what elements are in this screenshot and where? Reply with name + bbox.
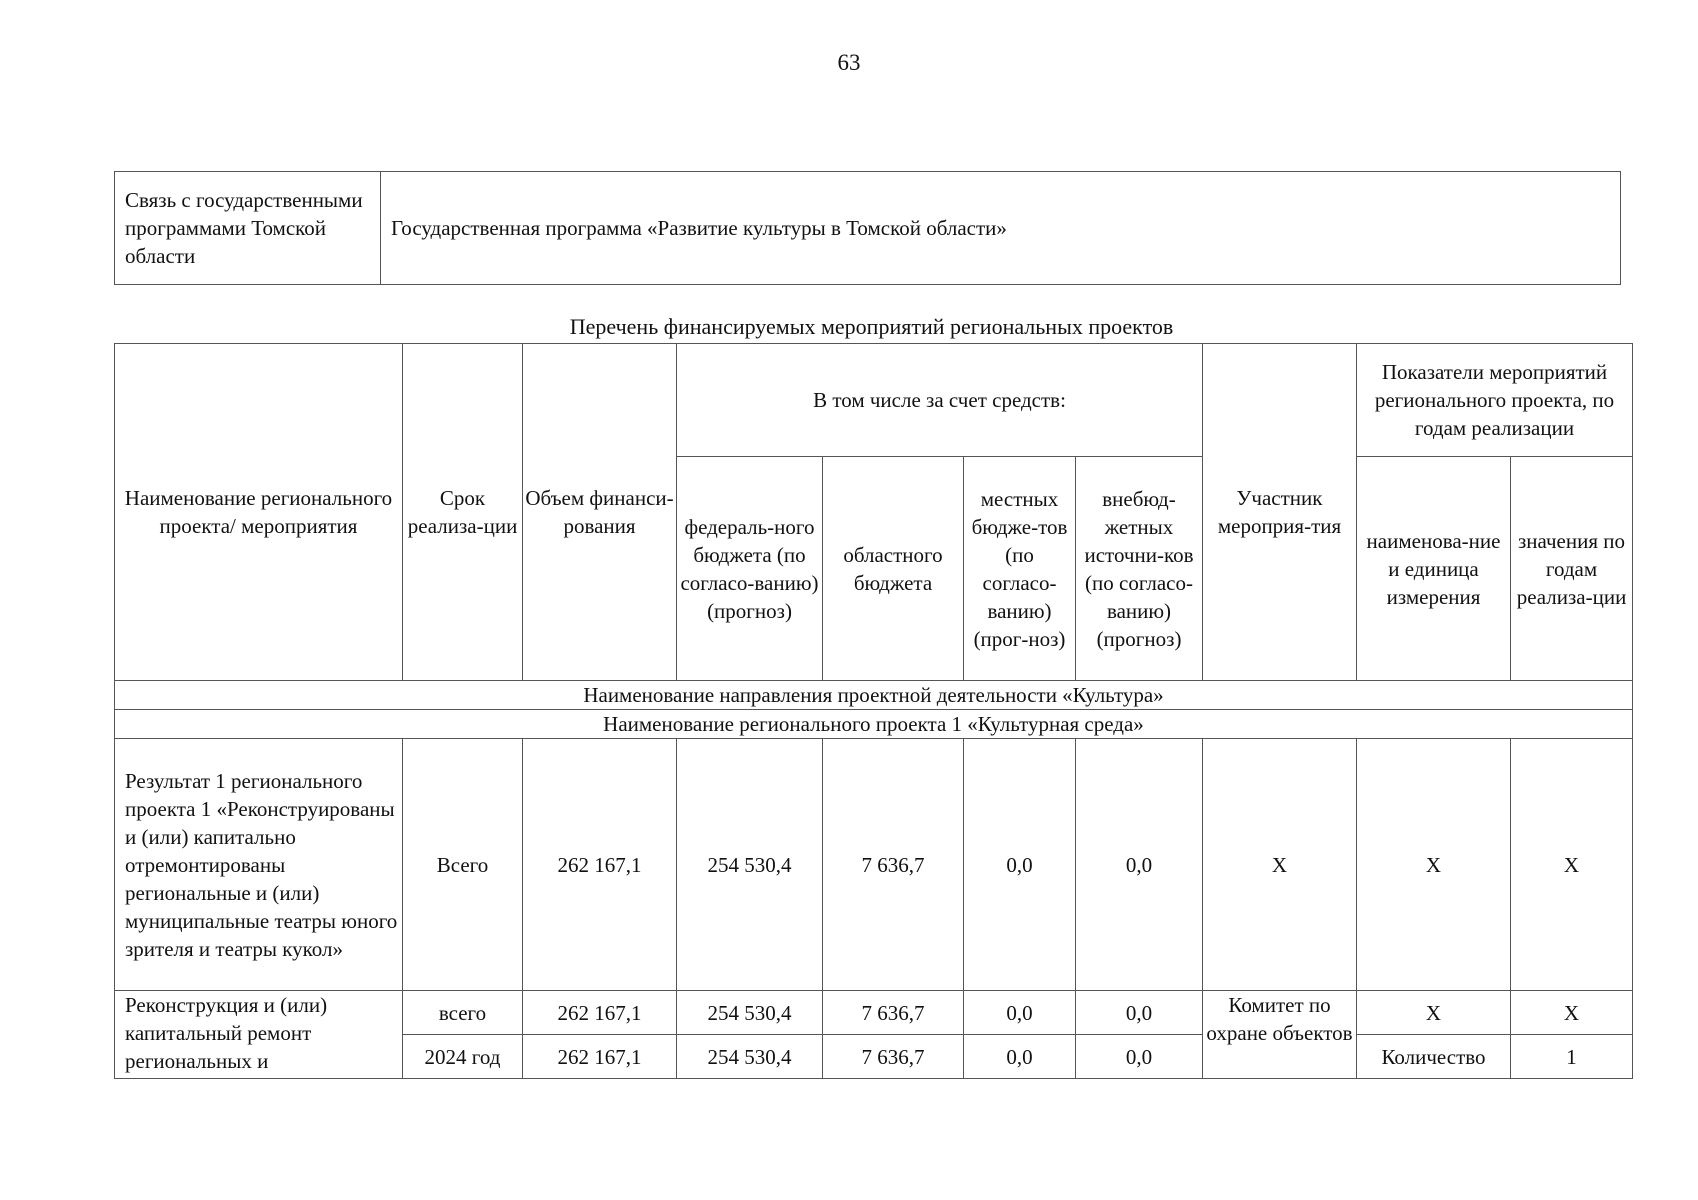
direction-row: Наименование направления проектной деятельности «Культура»	[115, 681, 1633, 710]
project-row: Наименование регионального проекта 1 «Культурная среда»	[115, 710, 1633, 739]
result-indicator-values: Х	[1511, 739, 1633, 991]
activity-local: 0,0	[964, 1035, 1076, 1079]
result-extra: 0,0	[1076, 739, 1203, 991]
result-federal: 254 530,4	[677, 739, 823, 991]
result-participant: Х	[1203, 739, 1357, 991]
result-indicator-name: Х	[1357, 739, 1511, 991]
activity-indicator-values: Х	[1511, 991, 1633, 1035]
table-row	[115, 991, 1633, 1035]
result-local: 0,0	[964, 739, 1076, 991]
header-participant: Участник мероприя-тия	[1203, 344, 1357, 681]
link-label: Связь с государственными программами Томской области	[115, 172, 381, 285]
header-term: Срок реализа-ции	[403, 344, 523, 681]
activity-term: 2024 год	[403, 1035, 523, 1079]
header-indicators: Показатели мероприятий регионального проекта, по годам реализации	[1357, 344, 1633, 457]
header-extra: внебюд-жетных источни-ков (по согласо-ванию) (прогноз)	[1076, 457, 1203, 681]
page-number: 63	[837, 50, 861, 75]
result-regional: 7 636,7	[823, 739, 964, 991]
activity-term: всего	[403, 991, 523, 1035]
table-row	[115, 739, 1633, 991]
header-indicator-values: значения по годам реализа-ции	[1511, 457, 1633, 681]
funded-activities-table	[114, 343, 1633, 1079]
activity-regional: 7 636,7	[823, 991, 964, 1035]
activity-federal: 254 530,4	[677, 1035, 823, 1079]
activity-regional: 7 636,7	[823, 1035, 964, 1079]
activity-extra: 0,0	[1076, 1035, 1203, 1079]
activity-volume: 262 167,1	[523, 991, 677, 1035]
result-term: Всего	[403, 739, 523, 991]
activity-indicator-name: Количество	[1357, 1035, 1511, 1079]
header-federal: федераль-ного бюджета (по согласо-ванию) (прогноз)	[677, 457, 823, 681]
activity-local: 0,0	[964, 991, 1076, 1035]
header-indicator-name: наименова-ние и единица измерения	[1357, 457, 1511, 681]
activity-participant: Комитет по охране объектов	[1203, 991, 1357, 1079]
header-including: В том числе за счет средств:	[677, 344, 1203, 457]
result-name: Результат 1 регионального проекта 1 «Реконструированы и (или) капитально отремонтированы региональные и (или) муниципальные театры юного зрителя и театры кукол»	[115, 739, 403, 991]
header-volume: Объем финанси-рования	[523, 344, 677, 681]
result-volume: 262 167,1	[523, 739, 677, 991]
activity-indicator-values: 1	[1511, 1035, 1633, 1079]
state-programs-link-table	[114, 171, 1621, 285]
activity-indicator-name: Х	[1357, 991, 1511, 1035]
header-local: местных бюдже-тов (по согласо-ванию) (прог-ноз)	[964, 457, 1076, 681]
link-value: Государственная программа «Развитие культуры в Томской области»	[381, 172, 1621, 285]
activity-federal: 254 530,4	[677, 991, 823, 1035]
list-title: Перечень финансируемых мероприятий региональных проектов	[569, 314, 1174, 339]
activity-name: Реконструкция и (или) капитальный ремонт региональных и	[115, 991, 403, 1079]
header-name: Наименование регионального проекта/ мероприятия	[115, 344, 403, 681]
header-regional: областного бюджета	[823, 457, 964, 681]
activity-extra: 0,0	[1076, 991, 1203, 1035]
activity-volume: 262 167,1	[523, 1035, 677, 1079]
